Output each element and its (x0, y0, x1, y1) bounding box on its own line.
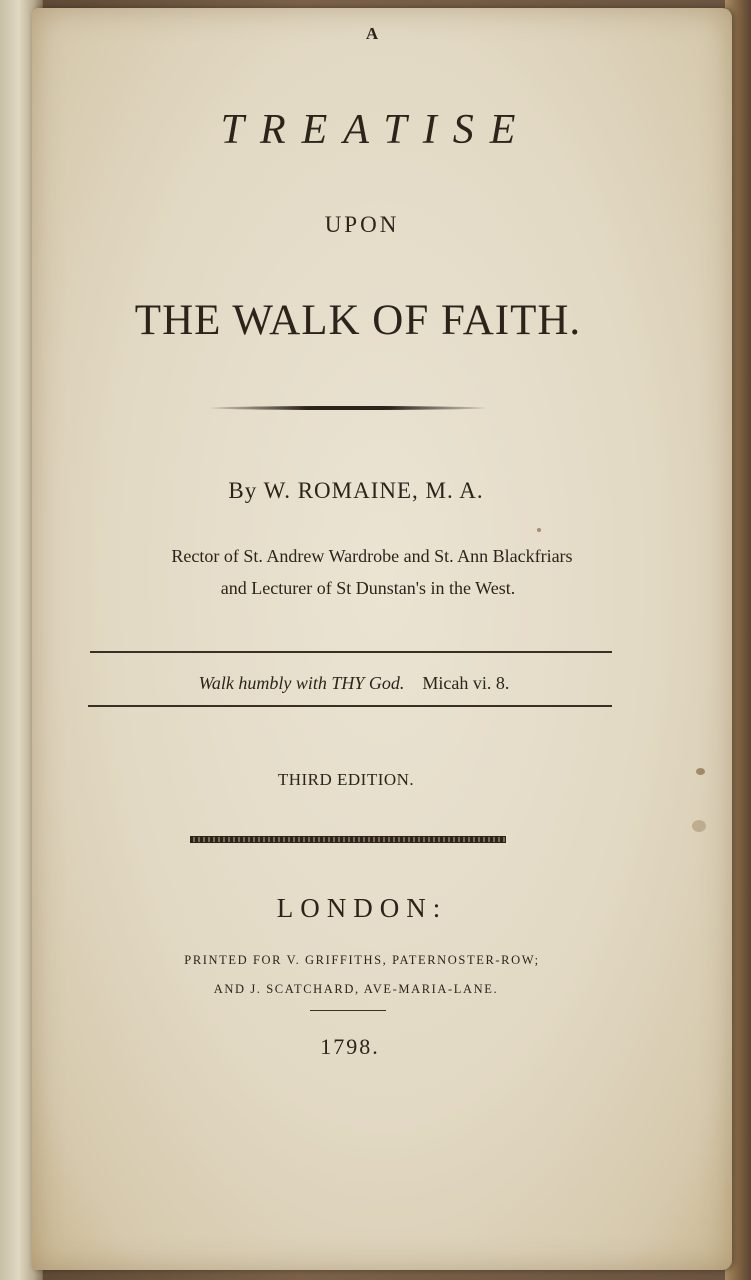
title-page-text (32, 8, 732, 1270)
motto (4, 673, 704, 694)
year-rule (310, 1010, 386, 1011)
motto-rule-top (90, 651, 612, 653)
imprint-year: 1798. (320, 1034, 380, 1059)
book-subject: THE WALK OF FAITH. (134, 297, 582, 344)
ornamental-rule (190, 836, 506, 843)
motto-spacer (409, 673, 418, 693)
book-title: TREATISE (220, 107, 532, 153)
motto-rule-bottom (88, 705, 612, 707)
imprint-printer-line-2: AND J. SCATCHARD, AVE-MARIA-LANE. (213, 982, 499, 996)
author-line: By W. ROMAINE, M. A. (228, 478, 484, 503)
motto-text: Walk humbly with THY God. (198, 673, 405, 693)
imprint-place: LONDON: (276, 893, 448, 923)
imprint-printer-line-1: PRINTED FOR V. GRIFFITHS, PATERNOSTER-ROW; (184, 953, 540, 967)
author-role-line-1: Rector of St. Andrew Wardrobe and St. Ann Blackfriars (171, 546, 573, 566)
motto-citation: Micah vi. 8. (422, 673, 510, 693)
author-role-line-2: and Lecturer of St Dunstan's in the West. (220, 578, 516, 598)
title-article: A (365, 24, 379, 43)
title-connector: UPON (324, 212, 400, 237)
edition: THIRD EDITION. (277, 770, 415, 789)
swelled-rule (210, 406, 486, 410)
